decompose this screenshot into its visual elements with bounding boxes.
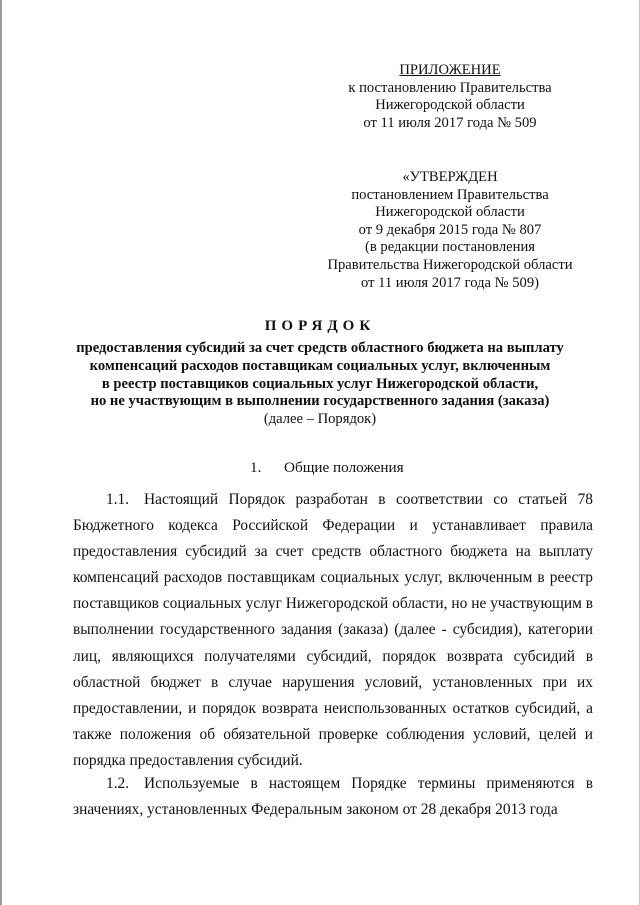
paragraph-number: 1.1. (106, 491, 130, 508)
paragraph-text: Используемые в настоящем Порядке термины применяются в (144, 775, 593, 792)
approval-line: Правительства Нижегородской области (327, 256, 573, 273)
appendix-header (300, 62, 600, 132)
approval-line: «УТВЕРЖДЕН (402, 169, 498, 185)
paragraph-line: предоставлении, и порядок возврата неиспользованных остатков субсидий, а (73, 699, 593, 717)
appendix-line: к постановлению Правительства (348, 79, 552, 96)
appendix-line: от 11 июля 2017 года № 509 (363, 114, 537, 131)
approval-line: Нижегородской области (375, 204, 525, 221)
paragraph-line: предоставления субсидий за счет средств областного бюджета на выплату (73, 543, 593, 561)
paragraph-line (73, 487, 593, 513)
subtitle-line: но не участвующим в выполнении государственного задания (заказа) (90, 393, 550, 410)
paragraph-line: компенсаций расходов поставщикам социальных услуг, включенным в реестр (73, 569, 593, 587)
scan-left-edge (0, 0, 2, 905)
approval-line: от 11 июля 2017 года № 509) (360, 274, 540, 291)
appendix-line: Нижегородской области (375, 97, 525, 114)
paragraph-line: выполнении государственного задания (заказа) (далее - субсидия), категории (73, 621, 593, 639)
document-title: ПОРЯДОК (264, 318, 376, 334)
paragraph-text: Настоящий Порядок разработан в соответствии со статьей 78 (144, 491, 593, 508)
section-number: 1. (250, 459, 262, 476)
paragraph-line (73, 771, 593, 797)
paragraph-line: значениях, установленных Федеральным законом от 28 декабря 2013 года (73, 801, 558, 819)
paragraph-line: поставщиков социальных услуг Нижегородской области, но не участвующим в (73, 595, 593, 613)
appendix-line: ПРИЛОЖЕНИЕ (399, 62, 501, 78)
section-heading (250, 459, 404, 477)
approval-line: постановлением Правительства (351, 186, 549, 203)
paragraph-number: 1.2. (106, 775, 130, 792)
subtitle-line: в реестр поставщиков социальных услуг Нижегородской области, (101, 375, 539, 392)
approval-stamp-block (300, 169, 600, 292)
document-subtitle (40, 340, 600, 429)
paragraph-line: Бюджетного кодекса Российской Федерации и устанавливает правила (73, 517, 593, 535)
paragraph-line: также положения об обязательной проверке соблюдения условий, целей и (73, 725, 593, 743)
paragraph-1-2 (73, 771, 593, 823)
paragraph-line: порядка предоставления субсидий. (73, 751, 303, 769)
paragraph-1-1 (73, 487, 593, 774)
paragraph-line: областной бюджет в случае нарушения условий, установленных при их (73, 673, 593, 691)
approval-line: (в редакции постановления (365, 239, 535, 256)
subtitle-line: предоставления субсидий за счет средств областного бюджета на выплату (76, 340, 564, 356)
section-title: Общие положения (284, 459, 404, 476)
subtitle-line: компенсаций расходов поставщикам социальных услуг, включенным (89, 357, 551, 374)
subtitle-note: (далее – Порядок) (263, 411, 377, 428)
approval-line: от 9 декабря 2015 года № 807 (358, 221, 542, 238)
paragraph-line: лиц, являющихся получателями субсидий, порядок возврата субсидий в (73, 647, 593, 665)
